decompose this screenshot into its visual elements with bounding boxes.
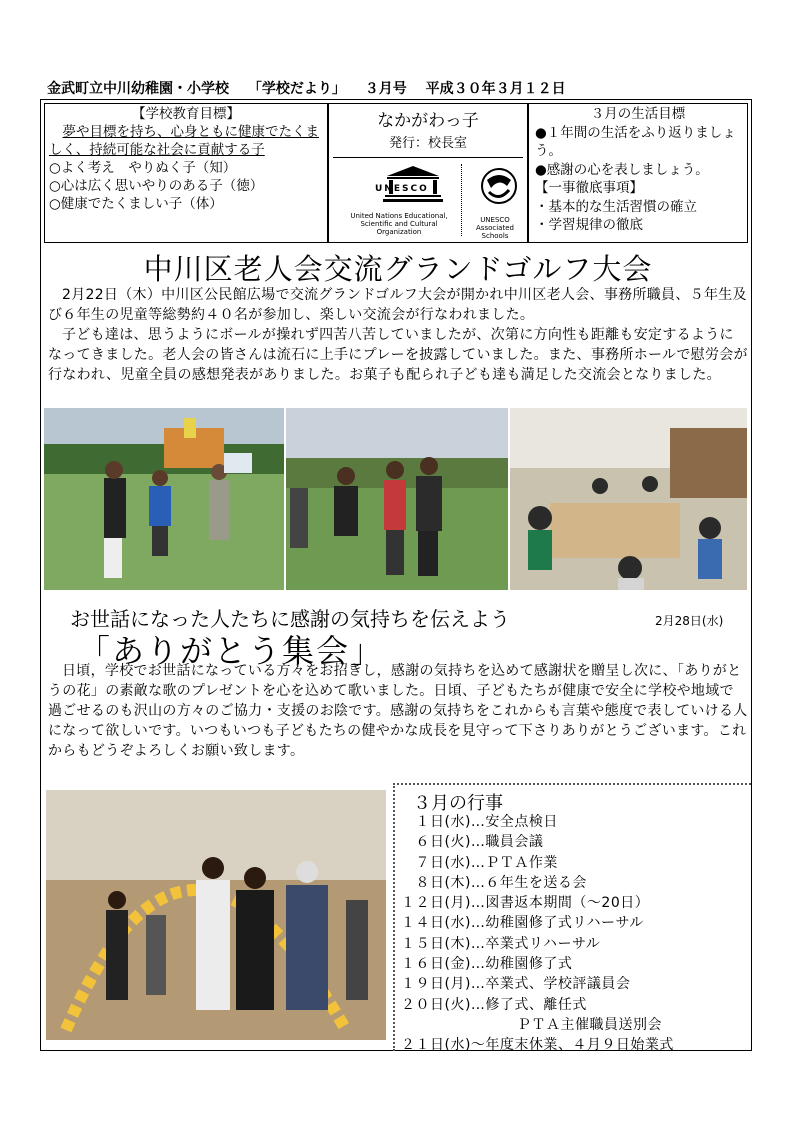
newsletter-header [47, 78, 580, 98]
event-item: ＰＴＡ主催職員送別会 [401, 1016, 662, 1033]
event-item: ６日(火)…職員会議 [401, 834, 544, 851]
school-name: 金武町立中川幼稚園・小学校 [47, 81, 229, 97]
focus-title: 【一事徹底事項】 [535, 180, 643, 196]
article2-paragraph: 日頃，学校でお世話になっている方々をお招きし，感謝の気持ちを込めて感謝状を贈呈し次に、「ありがとうの花」の素敵な歌のプレゼントを心を込めて歌いました。日頃、子どもたちが健康で安全に学校や地域で過ごせるのも沢山の方々のご協力・支援のお陰です。感謝の気持ちをこれからも言葉や態度で表していける人になって欲しいです。いつもいつも子どもたちの健やかな成長を見守って下さりありがとうございます。これからもどうぞよろしくお願い致します。 [48, 663, 748, 759]
unesco-logo [333, 157, 523, 240]
article2-headline: お世話になった人たちに感謝の気持ちを伝えよう [70, 607, 510, 631]
article2-date: 2月28日(水) [655, 614, 724, 628]
article1-title: 中川区老人会交流グランドゴルフ大会 [143, 252, 653, 286]
event-item: １２日(月)…図書返本期間（～20日） [401, 895, 650, 912]
event-item: １６日(金)…幼稚園修了式 [401, 956, 573, 973]
masthead-box [328, 103, 528, 243]
thanks-assembly-image [46, 790, 386, 1040]
article1-paragraph: 2月22日（木）中川区公民館広場で交流グランドゴルフ大会が開かれ中川区老人会、事務所職員、５年生及び６年生の児童等総勢約４０名が参加し、楽しい交流会が行なわれました。 [48, 287, 747, 323]
photo-golf-kids [44, 408, 284, 590]
newsletter-name: 「学校だより」 [247, 81, 346, 97]
masthead-publisher: 発行：校長室 [388, 136, 467, 151]
event-item: １日(水)…安全点検日 [401, 814, 558, 830]
goal-item: ○心は広く思いやりのある子（徳） [49, 178, 264, 194]
photo-thanks-assembly [46, 790, 386, 1040]
associated-schools-caption: UNESCO Associated Schools [476, 216, 514, 240]
issue-label: ３月号 [364, 81, 407, 97]
march-events-box [393, 783, 751, 1054]
event-item: ２１日(水)～年度末休業、４月９日始業式 [401, 1037, 674, 1054]
logo-divider [461, 164, 462, 236]
event-item: １４日(水)…幼稚園修了式リハーサル [401, 915, 644, 932]
event-item: １５日(木)…卒業式リハーサル [401, 935, 601, 952]
event-item: １９日(月)…卒業式、学校評議員会 [401, 976, 631, 993]
life-goal-item: ●感謝の心を表しましょう。 [535, 161, 709, 178]
event-item: ８日(木)…６年生を送る会 [401, 874, 587, 891]
masthead-name: なかがわっ子 [377, 111, 479, 131]
golf-kids-image [44, 408, 284, 590]
school-goals-box [44, 103, 328, 243]
goal-item: ○よく考え やりぬく子（知） [49, 160, 237, 176]
golf-players-image [286, 408, 508, 590]
event-item: ２０日(火)…修了式、離任式 [401, 996, 587, 1013]
life-goals-title: ３月の生活目標 [590, 106, 686, 122]
issue-date: 平成３０年３月１２日 [425, 81, 566, 97]
photo-golf-players [286, 408, 508, 590]
associated-schools-icon [479, 166, 519, 206]
focus-item: ・学習規律の徹底 [535, 217, 643, 233]
life-goal-item: ●１年間の生活をふり返りましょう。 [535, 124, 736, 159]
article1-paragraph: 子ども達は、思うようにボールが操れず四苦八苦していましたが、次第に方向性も距離も安定するようになってきました。老人会の皆さんは流石に上手にプレーを披露していました。また、事務所ホールで慰労会が行なわれ、児童全員の感想発表がありました。お菓子も配られ子ども達も満足した交流会となりました。 [48, 327, 748, 383]
events-title: ３月の行事 [413, 793, 503, 814]
focus-item: ・基本的な生活習慣の確立 [535, 198, 697, 215]
events-list [401, 812, 674, 1056]
goal-item: ○健康でたくましい子（体） [49, 196, 223, 212]
unesco-word: UNESCO [375, 184, 429, 194]
goals-title: 【学校教育目標】 [132, 106, 240, 122]
article2-title: 「ありがとう集会」 [78, 632, 385, 670]
reception-room-image [510, 408, 747, 590]
unesco-caption: United Nations Educational, Scientific and Cultural Organization [350, 212, 448, 236]
photo-reception-room [510, 408, 747, 590]
life-goals-box [528, 103, 748, 243]
goals-lead: 夢や目標を持ち、心身ともに健康でたくましく、持続可能な社会に貢献する子 [49, 124, 319, 158]
event-item: ７日(水)…ＰＴＡ作業 [401, 854, 558, 871]
